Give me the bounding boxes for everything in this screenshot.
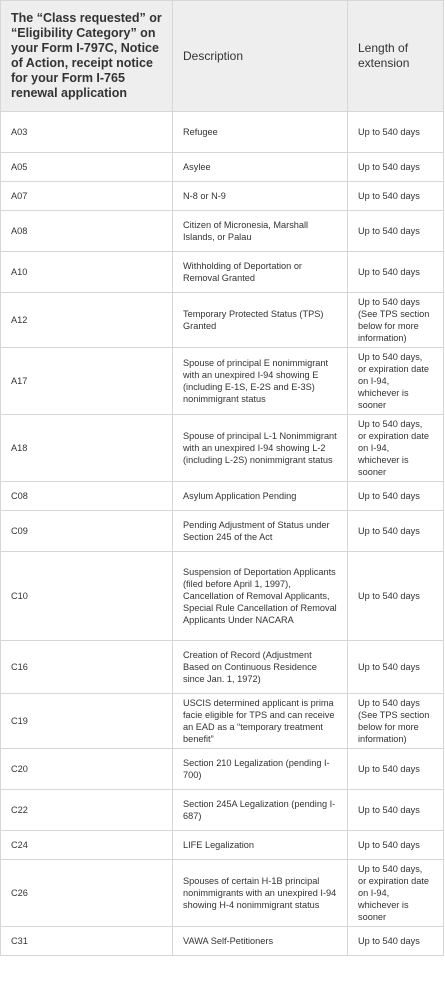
row-description: Withholding of Deportation or Removal Granted (173, 252, 348, 293)
row-code: C26 (1, 860, 173, 927)
header-length-of-extension: Length of extension (348, 1, 444, 112)
row-description: Spouse of principal L-1 Nonimmigrant with an unexpired I-94 showing L-2 (including L-2S) nonimmigrant status (173, 415, 348, 482)
table-row (1, 293, 444, 348)
table-row (1, 860, 444, 927)
row-description: Spouses of certain H-1B principal nonimmigrants with an unexpired I-94 showing H-4 nonimmigrant status (173, 860, 348, 927)
table-row (1, 252, 444, 293)
row-code: A18 (1, 415, 173, 482)
row-length: Up to 540 days (See TPS section below for more information) (348, 293, 444, 348)
row-code: C09 (1, 511, 173, 552)
table-row (1, 182, 444, 211)
row-length: Up to 540 days (348, 252, 444, 293)
row-code: A12 (1, 293, 173, 348)
row-code: C22 (1, 790, 173, 831)
row-length: Up to 540 days (348, 182, 444, 211)
row-length: Up to 540 days (348, 482, 444, 511)
row-code: C20 (1, 749, 173, 790)
table-row (1, 482, 444, 511)
row-description: LIFE Legalization (173, 831, 348, 860)
row-code: C16 (1, 641, 173, 694)
table-row (1, 112, 444, 153)
table-body (1, 112, 444, 956)
row-length: Up to 540 days (348, 927, 444, 956)
row-description: N-8 or N-9 (173, 182, 348, 211)
row-length: Up to 540 days (See TPS section below for more information) (348, 694, 444, 749)
row-length: Up to 540 days (348, 153, 444, 182)
table-header (1, 1, 444, 112)
row-length: Up to 540 days (348, 211, 444, 252)
table-row (1, 927, 444, 956)
row-length: Up to 540 days (348, 749, 444, 790)
table-row (1, 790, 444, 831)
row-length: Up to 540 days (348, 552, 444, 641)
table-row (1, 511, 444, 552)
table-row (1, 153, 444, 182)
row-code: A08 (1, 211, 173, 252)
row-length: Up to 540 days (348, 790, 444, 831)
row-code: A05 (1, 153, 173, 182)
row-description: Suspension of Deportation Applicants (filed before April 1, 1997), Cancellation of Removal Applicants, Special Rule Cancellation of Removal Applicants Under NACARA (173, 552, 348, 641)
row-description: Temporary Protected Status (TPS) Granted (173, 293, 348, 348)
table-row (1, 415, 444, 482)
row-description: Creation of Record (Adjustment Based on Continuous Residence since Jan. 1, 1972) (173, 641, 348, 694)
row-code: C24 (1, 831, 173, 860)
row-code: C10 (1, 552, 173, 641)
row-length: Up to 540 days (348, 831, 444, 860)
row-description: USCIS determined applicant is prima facie eligible for TPS and can receive an EAD as a “temporary treatment benefit” (173, 694, 348, 749)
row-description: Refugee (173, 112, 348, 153)
row-code: C08 (1, 482, 173, 511)
row-code: A10 (1, 252, 173, 293)
row-description: Asylum Application Pending (173, 482, 348, 511)
row-length: Up to 540 days, or expiration date on I-94, whichever is sooner (348, 415, 444, 482)
row-code: C31 (1, 927, 173, 956)
row-code: A03 (1, 112, 173, 153)
table-row (1, 831, 444, 860)
row-description: Asylee (173, 153, 348, 182)
table-row (1, 211, 444, 252)
row-description: VAWA Self-Petitioners (173, 927, 348, 956)
table-row (1, 552, 444, 641)
table-row (1, 641, 444, 694)
row-description: Spouse of principal E nonimmigrant with an unexpired I-94 showing E (including E-1S, E-2S and E-3S) nonimmigrant status (173, 348, 348, 415)
header-description: Description (173, 1, 348, 112)
header-row (1, 1, 444, 112)
row-description: Section 245A Legalization (pending I-687) (173, 790, 348, 831)
row-code: A17 (1, 348, 173, 415)
table-row (1, 749, 444, 790)
row-length: Up to 540 days (348, 511, 444, 552)
row-code: A07 (1, 182, 173, 211)
row-code: C19 (1, 694, 173, 749)
row-length: Up to 540 days (348, 641, 444, 694)
row-description: Citizen of Micronesia, Marshall Islands, or Palau (173, 211, 348, 252)
row-length: Up to 540 days, or expiration date on I-94, whichever is sooner (348, 860, 444, 927)
table-row (1, 348, 444, 415)
row-length: Up to 540 days (348, 112, 444, 153)
row-description: Pending Adjustment of Status under Section 245 of the Act (173, 511, 348, 552)
table-row (1, 694, 444, 749)
row-description: Section 210 Legalization (pending I-700) (173, 749, 348, 790)
row-length: Up to 540 days, or expiration date on I-94, whichever is sooner (348, 348, 444, 415)
header-class-requested: The “Class requested” or “Eligibility Category” on your Form I-797C, Notice of Action, receipt notice for your Form I-765 renewal application (1, 1, 173, 112)
